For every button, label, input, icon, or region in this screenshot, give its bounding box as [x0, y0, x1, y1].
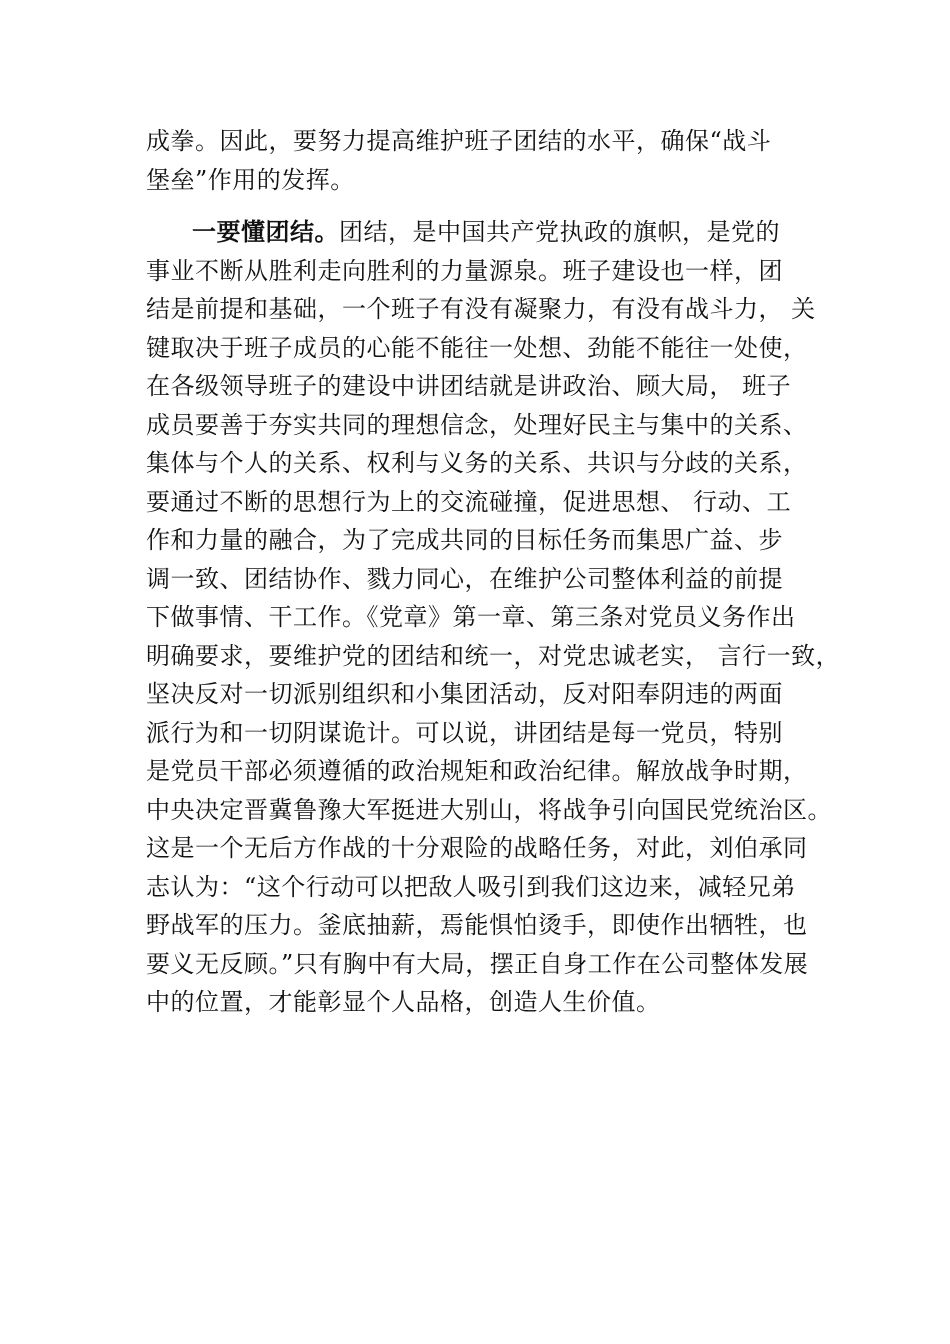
paragraph-lead-heading: 一要懂团结。 — [192, 217, 339, 246]
text-line-first — [146, 213, 846, 252]
text-line: 下做事情、干工作。《党章》第一章、第三条对党员义务作出 — [146, 603, 796, 631]
text-line: 这是一个无后方作战的十分艰险的战略任务，对此，刘伯承同 — [146, 834, 808, 862]
text-line: 野战军的压力。釜底抽薪，焉能惧怕烫手，即使作出牺牲，也 — [146, 911, 808, 939]
text-line: 结是前提和基础，一个班子有没有凝聚力，有没有战斗力， 关 — [146, 295, 816, 323]
paragraph-1 — [146, 122, 846, 199]
text-line: 集体与个人的关系、权利与义务的关系、共识与分歧的关系， — [146, 449, 808, 477]
body-text — [146, 122, 846, 1022]
text-line: 中的位置，才能彰显个人品格，创造人生价值。 — [146, 988, 661, 1016]
text-line: 堡垒”作用的发挥。 — [146, 165, 355, 194]
text-line: 坚决反对一切派别组织和小集团活动，反对阳奉阴违的两面 — [146, 680, 783, 708]
text-line: 调一致、团结协作、戮力同心，在维护公司整体利益的前提 — [146, 564, 783, 593]
text-line: 要义无反顾。”只有胸中有大局，摆正自身工作在公司整体发展 — [146, 949, 809, 978]
text-line: 成拳。因此，要努力提高维护班子团结的水平，确保“战斗 — [146, 127, 772, 155]
text-line: 中央决定晋冀鲁豫大军挺进大别山，将战争引向国民党统治区。 — [146, 795, 832, 824]
text-line: 是党员干部必须遵循的政治规矩和政治纪律。解放战争时期， — [146, 757, 808, 785]
paragraph-gap — [146, 199, 846, 213]
text-line: 志认为：“这个行动可以把敌人吸引到我们这边来，减轻兄弟 — [146, 872, 796, 901]
text-line: 键取决于班子成员的心能不能往一处想、劲能不能往一处使， — [146, 333, 808, 362]
paragraph-2 — [146, 213, 846, 1022]
text-line: 要通过不断的思想行为上的交流碰撞，促进思想、 行动、工 — [146, 487, 792, 516]
text-line: 明确要求，要维护党的团结和统一，对党忠诚老实， 言行一致， — [146, 641, 841, 670]
text-line: 派行为和一切阴谋诡计。可以说，讲团结是每一党员，特别 — [146, 718, 783, 747]
text-line: 成员要善于夯实共同的理想信念，处理好民主与集中的关系、 — [146, 410, 808, 439]
text-line: 在各级领导班子的建设中讲团结就是讲政治、顾大局， 班子 — [146, 372, 792, 400]
first-line-text: 团结，是中国共产党执政的旗帜，是党的 — [339, 218, 780, 246]
text-line: 作和力量的融合，为了完成共同的目标任务而集思广益、步 — [146, 526, 783, 554]
text-line: 事业不断从胜利走向胜利的力量源泉。班子建设也一样，团 — [146, 256, 783, 285]
